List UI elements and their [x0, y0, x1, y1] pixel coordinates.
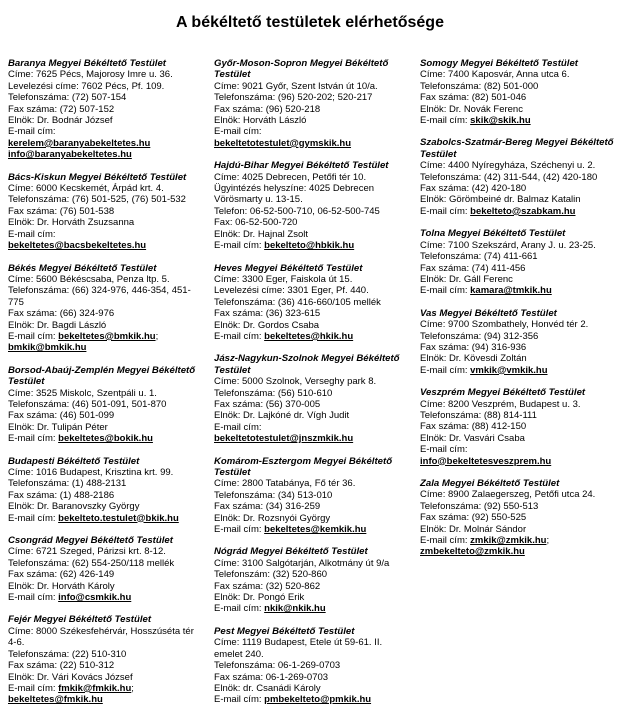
board-email-line: [8, 126, 204, 160]
board-detail: Elnök: Görömbeiné dr. Balmaz Katalin: [420, 194, 581, 206]
board-detail: Fax: 06-52-500-720: [214, 217, 298, 229]
board-detail: Fax száma: (42) 420-180: [420, 183, 527, 195]
board-detail: Telefonszáma: (22) 510-310: [8, 648, 127, 660]
columns-container: [8, 58, 612, 717]
board-detail: Elnök: dr. Csanádi Károly: [214, 682, 321, 694]
email-link[interactable]: bekeltetes@kemkik.hu: [264, 524, 367, 536]
board-detail: Fax száma: (76) 501-538: [8, 205, 115, 217]
board-email-line: [214, 331, 410, 342]
board-email-line: [214, 603, 410, 614]
board-detail: Címe: 2800 Tatabánya, Fő tér 36.: [214, 478, 356, 490]
board-detail: Címe: 1119 Budapest, Etele út 59-61. II. emelet 240.: [214, 637, 383, 660]
board-detail: Telefonszáma: (42) 311-544, (42) 420-180: [420, 171, 598, 183]
board-name: Vas Megyei Békéltető Testület: [420, 307, 557, 319]
email-label: E-mail cím:: [214, 240, 262, 252]
board-entry: [420, 387, 616, 467]
board-detail: Telefon: 06-52-500-710, 06-52-500-745: [214, 205, 380, 217]
board-detail: Fax száma: (1) 488-2186: [8, 489, 115, 501]
board-email-line: [420, 115, 616, 126]
email-link[interactable]: bekeltetes@hkik.hu: [264, 330, 354, 342]
board-detail: Fax száma: (92) 550-525: [420, 512, 527, 524]
email-label: E-mail cím:: [8, 433, 56, 445]
board-entry: [214, 456, 410, 536]
email-link[interactable]: skik@skik.hu: [470, 115, 531, 127]
board-entry: [8, 263, 204, 354]
email-label: E-mail cím:: [8, 592, 56, 604]
email-link[interactable]: zmkik@zmkik.hu: [470, 535, 547, 547]
board-entry: [420, 478, 616, 558]
board-detail: Fax száma: (56) 370-005: [214, 398, 321, 410]
board-detail: Elnök: Dr. Molnár Sándor: [420, 523, 527, 535]
board-detail: Címe: 4400 Nyíregyháza, Széchenyi u. 2.: [420, 160, 596, 172]
board-detail: Telefonszáma: (36) 416-660/105 mellék: [214, 296, 381, 308]
board-detail: Címe: 8000 Székesfehérvár, Hosszúséta tér 4-6.: [8, 625, 194, 649]
email-link[interactable]: zmbekelteto@zmkik.hu: [420, 546, 525, 558]
board-name: Jász-Nagykun-Szolnok Megyei Békéltető Testület: [214, 353, 400, 376]
board-detail: Ügyintézés helyszíne: 4025 Debrecen Vörösmarty u. 13-15.: [214, 183, 375, 206]
board-name: Hajdú-Bihar Megyei Békéltető Testület: [214, 160, 389, 172]
board-entry: [8, 614, 204, 705]
email-link[interactable]: kerelem@baranyabekeltetes.hu: [8, 137, 151, 149]
board-detail: Elnök: Dr. Bodnár József: [8, 115, 113, 127]
email-link[interactable]: bekeltetes@bmkik.hu: [58, 330, 156, 342]
board-entry: [420, 137, 616, 217]
email-link[interactable]: info@baranyabekeltetes.hu: [8, 149, 132, 161]
board-name: Fejér Megyei Békéltető Testület: [8, 614, 152, 626]
board-email-line: [420, 206, 616, 217]
email-link[interactable]: bekelteto@hbkik.hu: [264, 240, 355, 252]
board-name: Veszprém Megyei Békéltető Testület: [420, 387, 586, 399]
email-label: E-mail cím:: [8, 126, 56, 138]
board-email-line: E-mail cím: fmkik@fmkik.hu; bekeltetes@fmkik.hu: [8, 682, 134, 706]
board-name: Nógrád Megyei Békéltető Testület: [214, 546, 368, 558]
board-email-line: [420, 444, 616, 467]
board-detail: Telefonszáma: (46) 501-091, 501-870: [8, 398, 167, 410]
board-detail: Címe: 8200 Veszprém, Budapest u. 3.: [420, 398, 581, 410]
email-label: E-mail cím:: [420, 285, 468, 297]
board-detail: Elnök: Dr. Horváth Károly: [8, 580, 115, 592]
board-entry: [8, 365, 204, 445]
email-link[interactable]: bmkik@bmkik.hu: [8, 342, 87, 354]
board-email-line: [214, 126, 410, 149]
board-email-line: E-mail cím: zmkik@zmkik.hu; zmbekelteto@zmkik.hu: [420, 535, 550, 558]
board-detail: Telefonszáma: (88) 814-111: [420, 409, 537, 421]
board-detail: Fax száma: (46) 501-099: [8, 410, 115, 422]
board-detail: Telefonszáma: (56) 510-610: [214, 387, 333, 399]
board-detail: Telefonszáma: (74) 411-661: [420, 251, 538, 263]
board-entry: [420, 228, 616, 296]
board-detail: Telefonszáma: (92) 550-513: [420, 500, 539, 512]
board-detail: Címe: 3525 Miskolc, Szentpáli u. 1.: [8, 387, 157, 399]
column-1: [8, 58, 204, 717]
email-label: E-mail cím:: [8, 228, 56, 240]
board-entry: [214, 58, 410, 149]
board-email-line: [8, 229, 204, 252]
email-label: E-mail cím:: [420, 364, 468, 376]
board-detail: Elnök: Dr. Lajkóné dr. Vígh Judit: [214, 410, 350, 422]
column-2: [214, 58, 410, 717]
board-name: Bács-Kiskun Megyei Békéltető Testület: [8, 171, 187, 183]
board-detail: Címe: 3100 Salgótarján, Alkotmány út 9/a: [214, 557, 390, 569]
board-detail: Telefonszáma: (62) 554-250/118 mellék: [8, 557, 175, 569]
email-label: E-mail cím:: [8, 330, 56, 342]
board-detail: Fax száma: (94) 316-936: [420, 341, 527, 353]
board-detail: Elnök: Dr. Vasvári Csaba: [420, 432, 525, 444]
email-label: E-mail cím:: [420, 115, 468, 127]
board-entry: [8, 172, 204, 252]
board-detail: Elnök: Dr. Horváth Zsuzsanna: [8, 217, 135, 229]
board-detail: Elnök: Dr. Hajnal Zsolt: [214, 228, 308, 240]
board-detail: Címe: 9021 Győr, Szent István út 10/a.: [214, 80, 378, 92]
board-email-line: [8, 513, 204, 524]
board-name: Komárom-Esztergom Megyei Békéltető Testület: [214, 455, 393, 478]
board-detail: Elnök: Dr. Rozsnyói György: [214, 512, 331, 524]
board-detail: Telefonszáma: (72) 507-154: [8, 92, 127, 104]
board-detail: Címe: 3300 Eger, Faiskola út 15.: [214, 273, 353, 285]
email-label: E-mail cím:: [214, 126, 262, 138]
board-detail: Telefonszám: (32) 520-860: [214, 569, 328, 581]
board-name: Somogy Megyei Békéltető Testület: [420, 58, 578, 69]
board-detail: Címe: 5600 Békéscsaba, Penza ltp. 5.: [8, 273, 170, 285]
board-detail: Címe: 7625 Pécs, Majorosy Imre u. 36.: [8, 69, 173, 81]
email-link[interactable]: bekeltetes@bokik.hu: [58, 433, 153, 445]
board-detail: Elnök: Dr. Vári Kovács József: [8, 671, 133, 683]
board-name: Csongrád Megyei Békéltető Testület: [8, 535, 173, 547]
email-label: E-mail cím:: [214, 330, 262, 342]
board-name: Pest Megyei Békéltető Testület: [214, 625, 355, 637]
board-detail: Elnök: Dr. Tulipán Péter: [8, 421, 108, 433]
board-detail: Címe: 8900 Zalaegerszeg, Petőfi utca 24.: [420, 489, 596, 501]
board-detail: Telefonszáma: (96) 520-202; 520-217: [214, 92, 373, 104]
board-detail: Címe: 7100 Szekszárd, Arany J. u. 23-25.: [420, 239, 596, 251]
board-email-line: [420, 365, 616, 376]
board-detail: Fax száma: (32) 520-862: [214, 580, 321, 592]
board-detail: Elnök: Dr. Novák Ferenc: [420, 103, 523, 115]
board-detail: Levelezési címe: 7602 Pécs, Pf. 109.: [8, 80, 165, 92]
email-label: E-mail cím:: [420, 205, 468, 217]
board-detail: Elnök: Dr. Baranovszky György: [8, 501, 140, 513]
board-detail: Elnök: Dr. Kövesdi Zoltán: [420, 353, 527, 365]
board-detail: Címe: 6721 Szeged, Párizsi krt. 8-12.: [8, 546, 166, 558]
board-entry: [420, 58, 616, 126]
board-detail: Telefonszáma: (1) 488-2131: [8, 478, 127, 490]
board-detail: Telefonszáma: 06-1-269-0703: [214, 660, 341, 672]
board-email-line: [420, 285, 616, 296]
board-detail: Fax száma: (82) 501-046: [420, 92, 527, 104]
board-entry: [214, 160, 410, 251]
board-detail: Fax száma: (34) 316-259: [214, 501, 321, 513]
board-name: Budapesti Békéltető Testület: [8, 455, 140, 467]
board-detail: Fax száma: 06-1-269-0703: [214, 671, 329, 683]
board-detail: Elnök: Horváth László: [214, 115, 307, 127]
board-entry: [420, 308, 616, 376]
email-link[interactable]: fmkik@fmkik.hu: [58, 682, 132, 694]
page-title: A békéltető testületek elérhetősége: [176, 14, 444, 31]
email-link[interactable]: bekelteto.testulet@bkik.hu: [58, 512, 179, 524]
column-3: [420, 58, 616, 717]
board-entry: [8, 456, 204, 524]
board-name: Borsod-Abaúj-Zemplén Megyei Békéltető Testület: [8, 364, 196, 388]
email-link[interactable]: kamara@tmkik.hu: [470, 285, 552, 297]
board-detail: Elnök: Dr. Gáll Ferenc: [420, 273, 513, 285]
board-name: Békés Megyei Békéltető Testület: [8, 262, 157, 274]
board-name: Baranya Megyei Békéltető Testület: [8, 58, 166, 69]
email-link[interactable]: bekelteto@szabkam.hu: [470, 205, 576, 217]
email-label: E-mail cím:: [214, 694, 262, 706]
board-detail: Fax száma: (66) 324-976: [8, 308, 115, 320]
email-link[interactable]: info@csmkik.hu: [58, 592, 132, 604]
board-name: Heves Megyei Békéltető Testület: [214, 262, 363, 274]
email-link[interactable]: bekeltetotestulet@gymskik.hu: [214, 137, 352, 149]
board-email-line: E-mail cím: bekeltetes@bmkik.hu; bmkik@bmkik.hu: [8, 330, 159, 354]
board-detail: Telefonszáma: (76) 501-525, (76) 501-532: [8, 194, 186, 206]
board-entry: [8, 535, 204, 603]
board-detail: Címe: 1016 Budapest, Krisztina krt. 99.: [8, 467, 174, 478]
email-link[interactable]: info@bekeltetesveszprem.hu: [420, 455, 552, 467]
email-label: E-mail cím:: [8, 512, 56, 524]
board-entry: [8, 58, 204, 161]
board-detail: Címe: 5000 Szolnok, Verseghy park 8.: [214, 376, 377, 388]
board-email-line: [214, 694, 410, 705]
board-detail: Elnök: Dr. Gordos Csaba: [214, 319, 320, 331]
email-link[interactable]: vmkik@vmkik.hu: [470, 364, 548, 376]
board-detail: Telefonszáma: (94) 312-356: [420, 330, 539, 342]
board-detail: Címe: 4025 Debrecen, Petőfi tér 10.: [214, 171, 367, 183]
email-link[interactable]: bekeltetotestulet@jnszmkik.hu: [214, 433, 354, 445]
board-detail: Fax száma: (36) 323-615: [214, 308, 321, 320]
email-label: E-mail cím:: [8, 682, 56, 694]
board-entry: [214, 546, 410, 614]
board-detail: Fax száma: (62) 426-149: [8, 569, 115, 581]
board-detail: Elnök: Dr. Pongó Erik: [214, 592, 305, 604]
email-label: E-mail cím:: [420, 444, 468, 456]
board-detail: Levelezési címe: 3301 Eger, Pf. 440.: [214, 285, 369, 297]
email-label: E-mail cím:: [420, 535, 468, 547]
board-name: Tolna Megyei Békéltető Testület: [420, 228, 566, 240]
board-detail: Címe: 7400 Kaposvár, Anna utca 6.: [420, 69, 570, 81]
board-detail: Telefonszáma: (34) 513-010: [214, 489, 333, 501]
board-detail: Telefonszáma: (66) 324-976, 446-354, 451-775: [8, 285, 191, 308]
email-link[interactable]: pmbekelteto@pmkik.hu: [264, 694, 372, 706]
board-detail: Fax száma: (96) 520-218: [214, 103, 321, 115]
board-detail: Fax száma: (74) 411-456: [420, 262, 526, 274]
board-detail: Telefonszáma: (82) 501-000: [420, 80, 539, 92]
board-email-line: [214, 240, 410, 251]
board-detail: Elnök: Dr. Bagdi László: [8, 319, 107, 331]
email-label: E-mail cím:: [214, 524, 262, 536]
board-detail: Fax száma: (22) 510-312: [8, 660, 115, 672]
board-entry: [214, 626, 410, 706]
email-label: E-mail cím:: [214, 603, 262, 615]
board-entry: [214, 263, 410, 343]
board-email-line: [8, 433, 204, 444]
board-email-line: [8, 592, 204, 603]
board-name: Szabolcs-Szatmár-Bereg Megyei Békéltető Testület: [420, 137, 614, 160]
board-detail: Címe: 9700 Szombathely, Honvéd tér 2.: [420, 319, 589, 331]
email-link[interactable]: bekeltetes@fmkik.hu: [8, 694, 103, 706]
board-entry: [214, 353, 410, 444]
board-email-line: [214, 422, 410, 445]
board-email-line: [214, 524, 410, 535]
email-link[interactable]: nkik@nkik.hu: [264, 603, 326, 615]
email-link[interactable]: bekeltetes@bacsbekeltetes.hu: [8, 240, 147, 252]
email-label: E-mail cím:: [214, 421, 262, 433]
board-detail: Fax száma: (88) 412-150: [420, 421, 527, 433]
board-detail: Címe: 6000 Kecskemét, Árpád krt. 4.: [8, 183, 164, 195]
board-detail: Fax száma: (72) 507-152: [8, 103, 115, 115]
board-name: Zala Megyei Békéltető Testület: [420, 478, 560, 489]
board-name: Győr-Moson-Sopron Megyei Békéltető Testület: [214, 58, 389, 81]
